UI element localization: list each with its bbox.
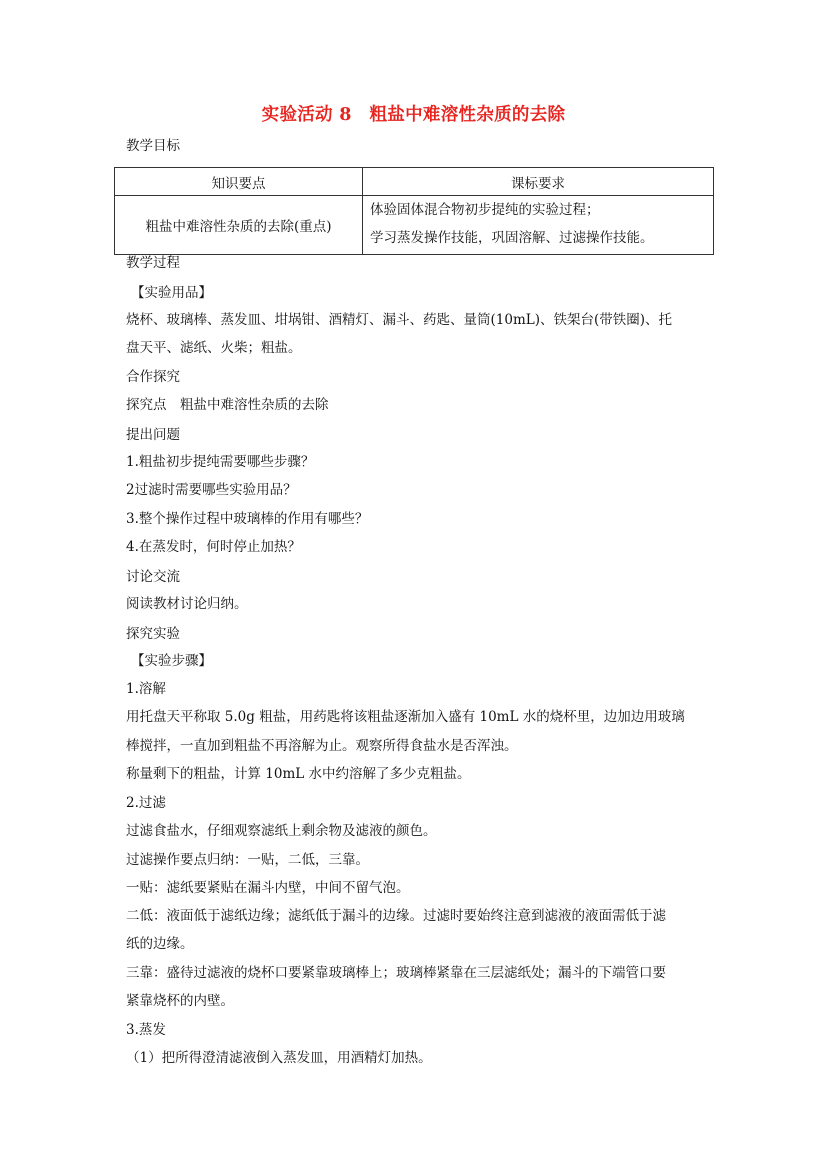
table-row (115, 196, 714, 255)
question-item: 3.整个操作过程中玻璃棒的作用有哪些？ (126, 511, 369, 527)
paragraph-line: 纸的边缘。 (126, 936, 194, 952)
teaching-goals-table (114, 167, 714, 255)
step-heading: 2.过滤 (126, 795, 166, 811)
requirement-2: 学习蒸发操作技能，巩固溶解、过滤操作技能。 (370, 230, 654, 246)
section-heading: 提出问题 (126, 427, 180, 443)
section-heading-process: 教学过程 (126, 255, 180, 271)
question-item: 4.在蒸发时，何时停止加热？ (126, 539, 301, 555)
paragraph-line: 阅读教材讨论归纳。 (126, 596, 248, 612)
paragraph-line: 用托盘天平称取 5.0g 粗盐，用药匙将该粗盐逐渐加入盛有 10mL 水的烧杯里，边加边用玻璃 (126, 709, 685, 725)
section-heading-steps: 【实验步骤】 (131, 653, 212, 669)
paragraph-line: 三靠：盛待过滤液的烧杯口要紧靠玻璃棒上；玻璃棒紧靠在三层滤纸处；漏斗的下端管口要 (126, 965, 666, 981)
paragraph-line: 棒搅拌，一直加到粗盐不再溶解为止。观察所得食盐水是否浑浊。 (126, 738, 518, 754)
paragraph-line: 称量剩下的粗盐，计算 10mL 水中约溶解了多少克粗盐。 (126, 766, 471, 782)
section-heading: 讨论交流 (126, 569, 180, 585)
page-title: 实验活动 8 粗盐中难溶性杂质的去除 (261, 105, 566, 125)
section-heading-materials: 【实验用品】 (131, 285, 212, 301)
paragraph-line: 紧靠烧杯的内壁。 (126, 993, 234, 1009)
paragraph-line: 盘天平、滤纸、火柴；粗盐。 (126, 340, 302, 356)
section-heading: 探究实验 (126, 626, 180, 642)
table-header-knowledge: 知识要点 (115, 168, 363, 196)
table-header-requirements: 课标要求 (363, 168, 714, 196)
question-item: 2过滤时需要哪些实验用品？ (126, 482, 297, 498)
paragraph-line: 烧杯、玻璃棒、蒸发皿、坩埚钳、酒精灯、漏斗、药匙、量筒(10mL)、铁架台(带铁圈)、托 (126, 312, 673, 328)
teaching-goals-heading: 教学目标 (126, 138, 180, 154)
section-heading: 探究点 粗盐中难溶性杂质的去除 (126, 397, 329, 413)
table-cell-requirements (363, 196, 714, 255)
paragraph-line: 一贴：滤纸要紧贴在漏斗内壁，中间不留气泡。 (126, 880, 410, 896)
step-heading: 1.溶解 (126, 681, 166, 697)
paragraph-line: （1）把所得澄清滤液倒入蒸发皿，用酒精灯加热。 (126, 1050, 432, 1066)
paragraph-line: 过滤操作要点归纳：一贴，二低，三靠。 (126, 852, 369, 868)
section-heading: 合作探究 (126, 369, 180, 385)
requirement-1: 体验固体混合物初步提纯的实验过程； (370, 202, 600, 218)
question-item: 1.粗盐初步提纯需要哪些步骤？ (126, 454, 315, 470)
paragraph-line: 二低：液面低于滤纸边缘；滤纸低于漏斗的边缘。过滤时要始终注意到滤液的液面需低于滤 (126, 908, 666, 924)
table-header-row (115, 168, 714, 196)
step-heading: 3.蒸发 (126, 1022, 166, 1038)
table-cell-knowledge: 粗盐中难溶性杂质的去除(重点) (115, 196, 363, 255)
paragraph-line: 过滤食盐水，仔细观察滤纸上剩余物及滤液的颜色。 (126, 823, 437, 839)
